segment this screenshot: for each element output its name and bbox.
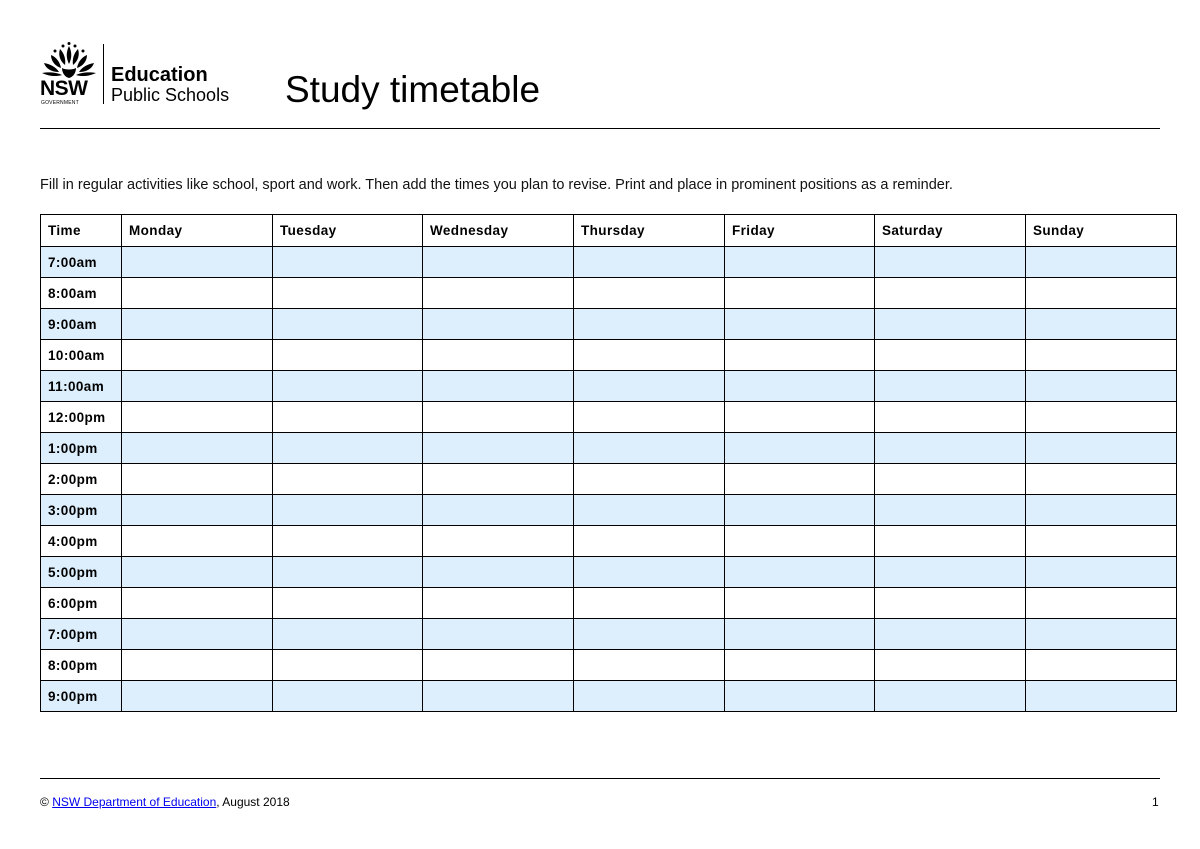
timetable-cell[interactable] [1026,278,1177,309]
timetable-cell[interactable] [875,371,1026,402]
timetable-cell[interactable] [122,557,273,588]
timetable-cell[interactable] [1026,526,1177,557]
timetable-cell[interactable] [122,681,273,712]
timetable-cell[interactable] [574,526,725,557]
timetable-cell[interactable] [574,402,725,433]
timetable-cell[interactable] [725,402,875,433]
timetable-cell[interactable] [273,433,423,464]
timetable-cell[interactable] [574,619,725,650]
timetable-cell[interactable] [122,340,273,371]
timetable-cell[interactable] [1026,402,1177,433]
timetable-cell[interactable] [273,247,423,278]
timetable-cell[interactable] [875,278,1026,309]
timetable-cell[interactable] [1026,557,1177,588]
timetable-cell[interactable] [725,650,875,681]
page-title: Study timetable [285,69,541,110]
table-row [41,557,1177,588]
time-label: 4:00pm [41,526,122,557]
timetable-cell[interactable] [122,247,273,278]
timetable-cell[interactable] [122,526,273,557]
timetable-cell[interactable] [875,557,1026,588]
timetable-cell[interactable] [122,309,273,340]
page-number: 1 [1152,795,1159,809]
timetable-cell[interactable] [725,371,875,402]
timetable-cell[interactable] [875,309,1026,340]
time-label: 6:00pm [41,588,122,619]
timetable-cell[interactable] [725,557,875,588]
timetable-cell[interactable] [423,650,574,681]
logo-public-schools-text: Public Schools [111,85,230,105]
time-label: 9:00am [41,309,122,340]
timetable-cell[interactable] [273,526,423,557]
column-header-sunday: Sunday [1026,215,1177,247]
timetable-cell[interactable] [574,309,725,340]
logo-divider [103,44,104,104]
footer-date: , August 2018 [216,795,290,809]
logo-nsw-text: NSW [40,77,88,100]
column-header-time: Time [41,215,122,247]
table-row [41,402,1177,433]
timetable-cell[interactable] [273,309,423,340]
timetable-cell[interactable] [875,650,1026,681]
timetable-cell[interactable] [574,495,725,526]
timetable-cell[interactable] [875,495,1026,526]
time-label: 7:00pm [41,619,122,650]
timetable-cell[interactable] [273,619,423,650]
timetable-cell[interactable] [1026,495,1177,526]
time-label: 2:00pm [41,464,122,495]
footer-copyright [40,794,290,810]
timetable-cell[interactable] [725,278,875,309]
timetable-cell[interactable] [574,433,725,464]
timetable-cell[interactable] [273,340,423,371]
table-row [41,309,1177,340]
timetable-cell[interactable] [725,526,875,557]
table-row [41,340,1177,371]
timetable-cell[interactable] [875,526,1026,557]
timetable-cell[interactable] [122,433,273,464]
timetable-cell[interactable] [122,588,273,619]
intro-text: Fill in regular activities like school, sport and work. Then add the times you plan to revise. Print and place in prominent positions as a reminder. [40,177,953,193]
timetable-cell[interactable] [122,371,273,402]
timetable-cell[interactable] [1026,309,1177,340]
timetable-cell[interactable] [122,464,273,495]
timetable-cell[interactable] [725,619,875,650]
column-header-wednesday: Wednesday [423,215,574,247]
footer-divider [40,778,1160,779]
timetable-cell[interactable] [423,588,574,619]
timetable-cell[interactable] [574,650,725,681]
timetable-cell[interactable] [273,650,423,681]
timetable-cell[interactable] [423,557,574,588]
timetable-cell[interactable] [1026,371,1177,402]
timetable-cell[interactable] [423,526,574,557]
timetable-cell[interactable] [273,588,423,619]
timetable-cell[interactable] [1026,247,1177,278]
timetable-cell[interactable] [875,588,1026,619]
timetable-cell[interactable] [423,495,574,526]
timetable-cell[interactable] [725,340,875,371]
timetable-cell[interactable] [122,495,273,526]
timetable-cell[interactable] [574,371,725,402]
timetable-cell[interactable] [875,402,1026,433]
timetable-cell[interactable] [423,464,574,495]
table-row [41,650,1177,681]
timetable-cell[interactable] [273,278,423,309]
timetable-cell[interactable] [725,495,875,526]
timetable-cell[interactable] [574,588,725,619]
timetable-cell[interactable] [725,588,875,619]
timetable-cell[interactable] [875,247,1026,278]
timetable-cell[interactable] [1026,340,1177,371]
timetable-cell[interactable] [1026,464,1177,495]
timetable-cell[interactable] [574,681,725,712]
timetable-cell[interactable] [423,681,574,712]
timetable-cell[interactable] [122,402,273,433]
timetable-body [41,247,1177,712]
timetable-cell[interactable] [273,371,423,402]
timetable-cell[interactable] [574,247,725,278]
timetable-cell[interactable] [725,464,875,495]
time-label: 7:00am [41,247,122,278]
table-row [41,526,1177,557]
column-header-thursday: Thursday [574,215,725,247]
timetable-cell[interactable] [122,619,273,650]
timetable-header-row [41,215,1177,247]
time-label: 10:00am [41,340,122,371]
column-header-saturday: Saturday [875,215,1026,247]
timetable-cell[interactable] [725,309,875,340]
timetable-cell[interactable] [574,278,725,309]
column-header-monday: Monday [122,215,273,247]
timetable-cell[interactable] [122,650,273,681]
logo-government-text: GOVERNMENT [41,100,79,106]
timetable-cell[interactable] [875,464,1026,495]
timetable-cell[interactable] [875,340,1026,371]
nsw-education-logo [40,42,240,106]
timetable-cell[interactable] [574,340,725,371]
time-label: 1:00pm [41,433,122,464]
timetable-cell[interactable] [273,464,423,495]
timetable-cell[interactable] [1026,619,1177,650]
timetable-cell[interactable] [273,681,423,712]
table-row [41,278,1177,309]
waratah-icon [40,42,98,82]
timetable-cell[interactable] [122,278,273,309]
timetable-cell[interactable] [875,619,1026,650]
table-row [41,681,1177,712]
time-label: 5:00pm [41,557,122,588]
table-row [41,619,1177,650]
timetable-cell[interactable] [273,557,423,588]
timetable-cell[interactable] [1026,681,1177,712]
table-row [41,495,1177,526]
table-row [41,433,1177,464]
timetable-cell[interactable] [423,309,574,340]
time-label: 9:00pm [41,681,122,712]
study-timetable [40,214,1177,712]
timetable-cell[interactable] [423,433,574,464]
time-label: 8:00pm [41,650,122,681]
column-header-tuesday: Tuesday [273,215,423,247]
timetable-cell[interactable] [875,681,1026,712]
logo-education-text: Education [111,64,208,86]
timetable-cell[interactable] [423,278,574,309]
table-row [41,588,1177,619]
timetable-cell[interactable] [273,402,423,433]
time-label: 3:00pm [41,495,122,526]
header-divider [40,128,1160,129]
table-row [41,464,1177,495]
department-link[interactable]: NSW Department of Education [52,795,217,809]
timetable-cell[interactable] [1026,588,1177,619]
timetable-cell[interactable] [875,433,1026,464]
table-row [41,371,1177,402]
timetable-cell[interactable] [1026,433,1177,464]
timetable-cell[interactable] [273,495,423,526]
timetable-cell[interactable] [1026,650,1177,681]
copyright-symbol: © [40,795,49,809]
time-label: 12:00pm [41,402,122,433]
timetable-cell[interactable] [725,433,875,464]
timetable-cell[interactable] [423,371,574,402]
timetable-cell[interactable] [574,464,725,495]
column-header-friday: Friday [725,215,875,247]
table-row [41,247,1177,278]
timetable-cell[interactable] [423,340,574,371]
timetable-cell[interactable] [423,402,574,433]
time-label: 11:00am [41,371,122,402]
timetable-cell[interactable] [423,619,574,650]
timetable-cell[interactable] [725,681,875,712]
timetable-cell[interactable] [423,247,574,278]
timetable-cell[interactable] [725,247,875,278]
timetable-cell[interactable] [574,557,725,588]
time-label: 8:00am [41,278,122,309]
